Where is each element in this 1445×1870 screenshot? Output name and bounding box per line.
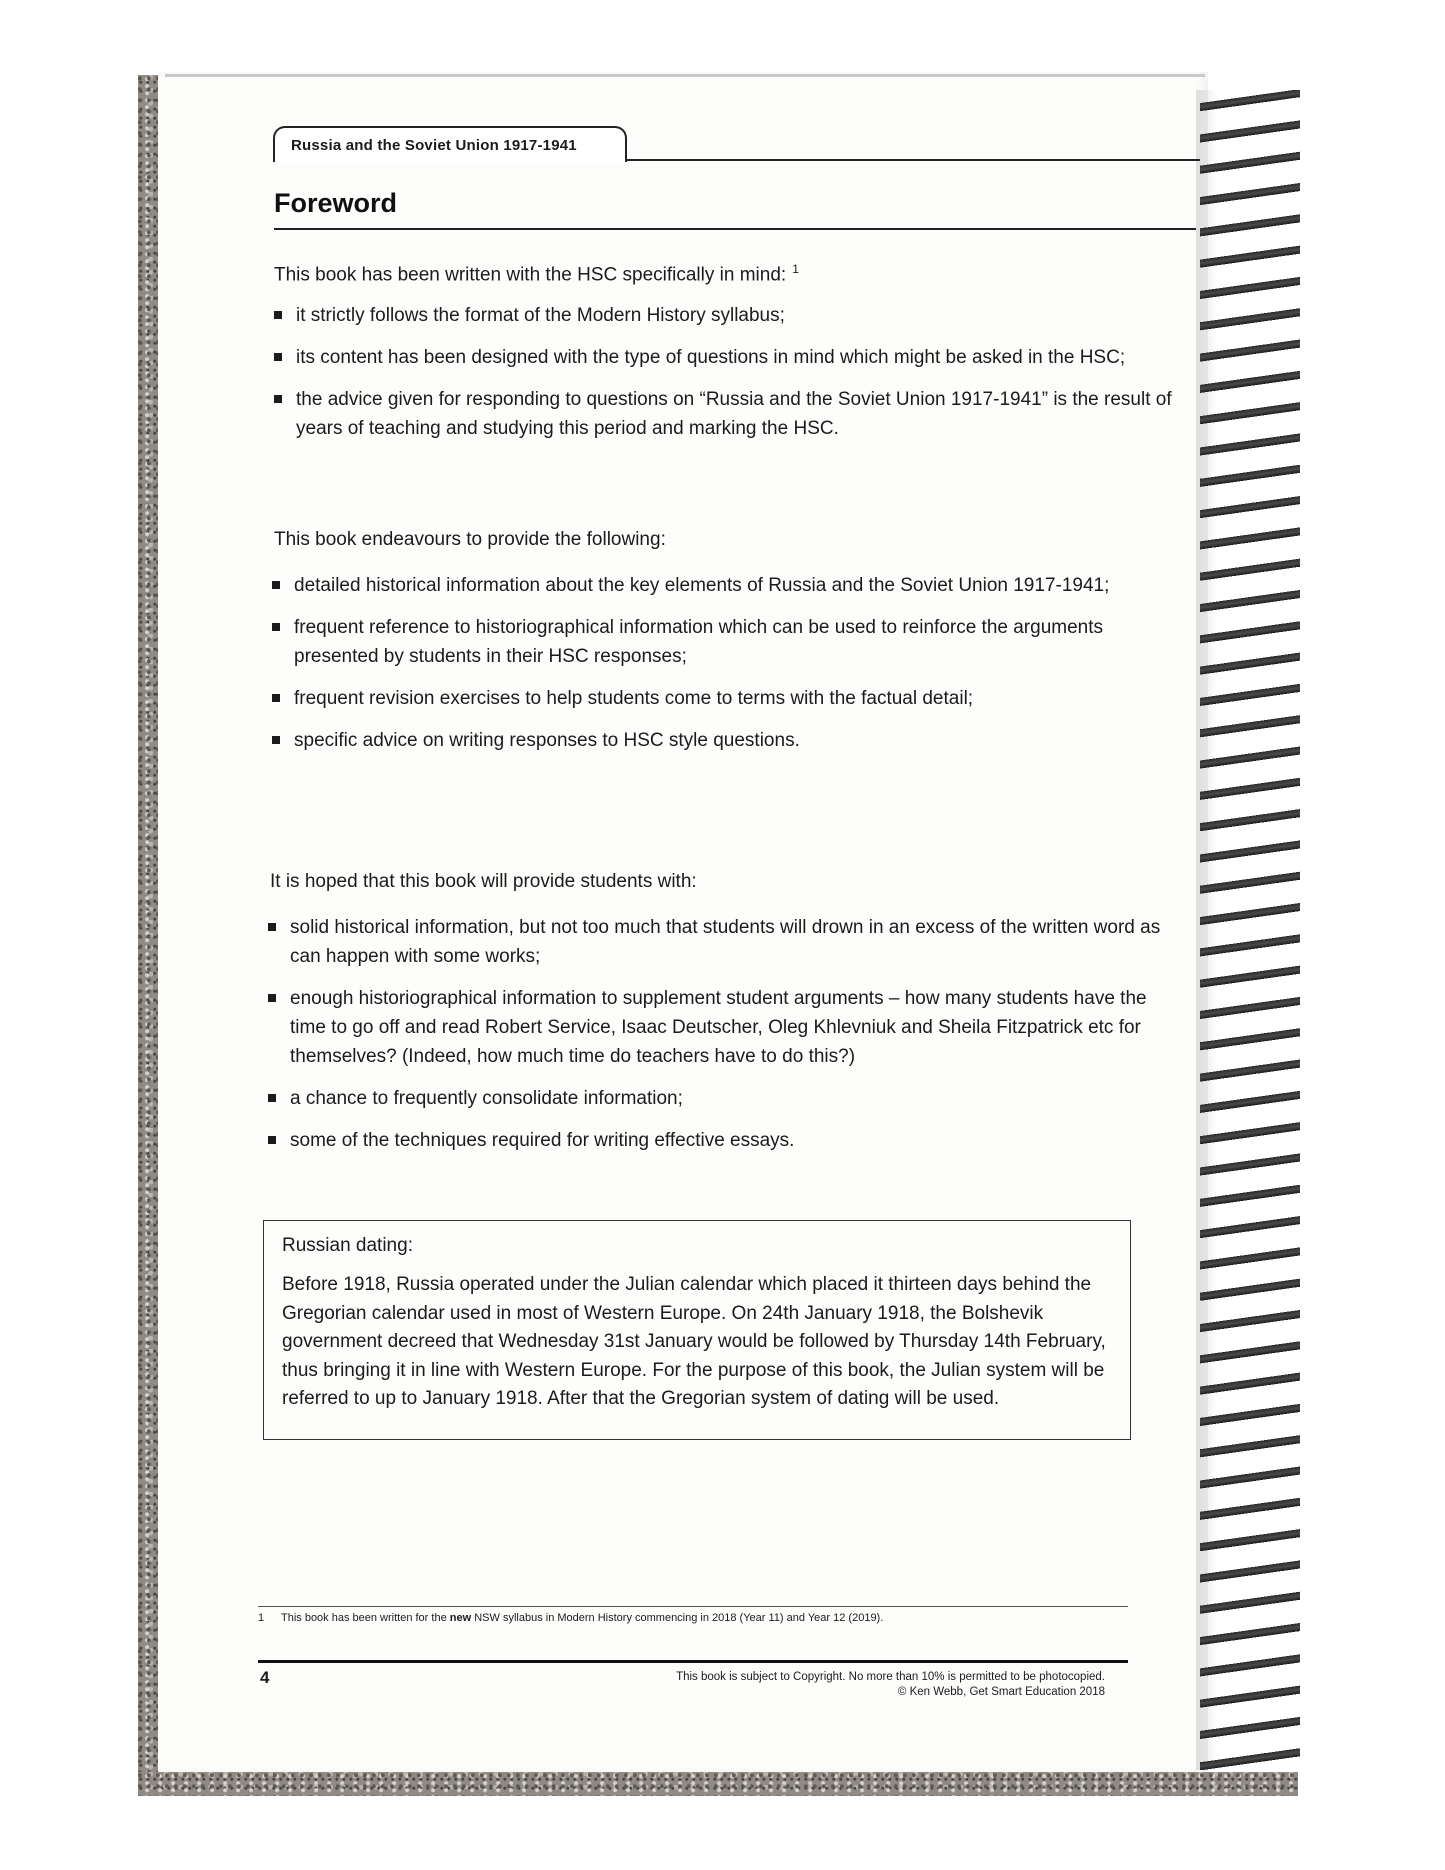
list-item: its content has been designed with the type of questions in mind which might be asked in the HSC; [274,343,1184,372]
footnote-text-before: This book has been written for the [280,1612,447,1624]
footnote-text-after: NSW syllabus in Modern History commencing in 2018 (Year 11) and Year 12 (2019). [474,1612,884,1624]
footnote [258,1612,883,1624]
footer-rule [258,1660,1128,1663]
hopes-bullet-list [268,913,1168,1168]
page-edge [165,74,1205,77]
footnote-text-bold: new [449,1612,472,1624]
chapter-tab-title: Russia and the Soviet Union 1917-1941 [291,137,577,154]
footnote-number: 1 [258,1612,265,1624]
hopes-text: It is hoped that this book will provide students with: [270,871,697,892]
title-rule [274,228,1196,230]
box-title: Russian dating: [282,1235,413,1256]
intro-bullet-list [274,301,1184,456]
russian-dating-box [263,1220,1131,1440]
list-item: detailed historical information about the key elements of Russia and the Soviet Union 1917-1941; [272,571,1172,600]
page-number: 4 [260,1668,270,1687]
list-item: specific advice on writing responses to HSC style questions. [272,726,1172,755]
list-item: it strictly follows the format of the Modern History syllabus; [274,301,1184,330]
list-item: enough historiographical information to supplement student arguments – how many students have the time to go off and read Robert Service, Isaac Deutscher, Oleg Khlevniuk and Sheila Fitzpatrick etc for themselves? (Indeed, how much time do teachers have to do this?) [268,984,1170,1071]
intro-text: This book has been written with the HSC specifically in mind: [274,264,787,286]
intro-paragraph [274,256,799,288]
copyright-line-1: This book is subject to Copyright. No more than 10% is permitted to be photocopied. [676,1671,1105,1683]
hopes-paragraph [270,868,697,895]
background-surface-bottom [138,1772,1298,1796]
page-title: Foreword [274,188,398,218]
list-item: the advice given for responding to questions on “Russia and the Soviet Union 1917-1941” is the result of years of teaching and studying this period and marking the HSC. [274,385,1176,443]
list-item: a chance to frequently consolidate information; [268,1084,1168,1113]
copyright-notice [580,1670,1105,1700]
list-item: some of the techniques required for writing effective essays. [268,1126,1168,1155]
provides-bullet-list [272,571,1172,768]
footnote-reference: 1 [792,262,799,276]
provides-paragraph [274,526,666,553]
list-item: solid historical information, but not too much that students will drown in an excess of the written word as can happen with some works; [268,913,1170,971]
tab-rule [627,159,1200,161]
copyright-line-2: © Ken Webb, Get Smart Education 2018 [897,1686,1105,1698]
list-item: frequent reference to historiographical information which can be used to reinforce the arguments presented by students in their HSC responses; [272,613,1154,671]
background-surface [138,75,160,1795]
provides-text: This book endeavours to provide the following: [274,529,666,550]
spiral-binding [1200,90,1300,1770]
footnote-rule [258,1606,1128,1607]
box-text: Before 1918, Russia operated under the Julian calendar which placed it thirteen days behind the Gregorian calendar used in most of Western Europe. On 24th January 1918, the Bolshevik government decreed that Wednesday 31st January would be followed by Thursday 14th February, thus bringing it in line with Western Europe. For the purpose of this book, the Julian system will be referred to up to January 1918. After that the Gregorian system of dating will be used. [282,1274,1106,1409]
list-item: frequent revision exercises to help students come to terms with the factual detail; [272,684,1172,713]
chapter-tab [273,126,627,162]
